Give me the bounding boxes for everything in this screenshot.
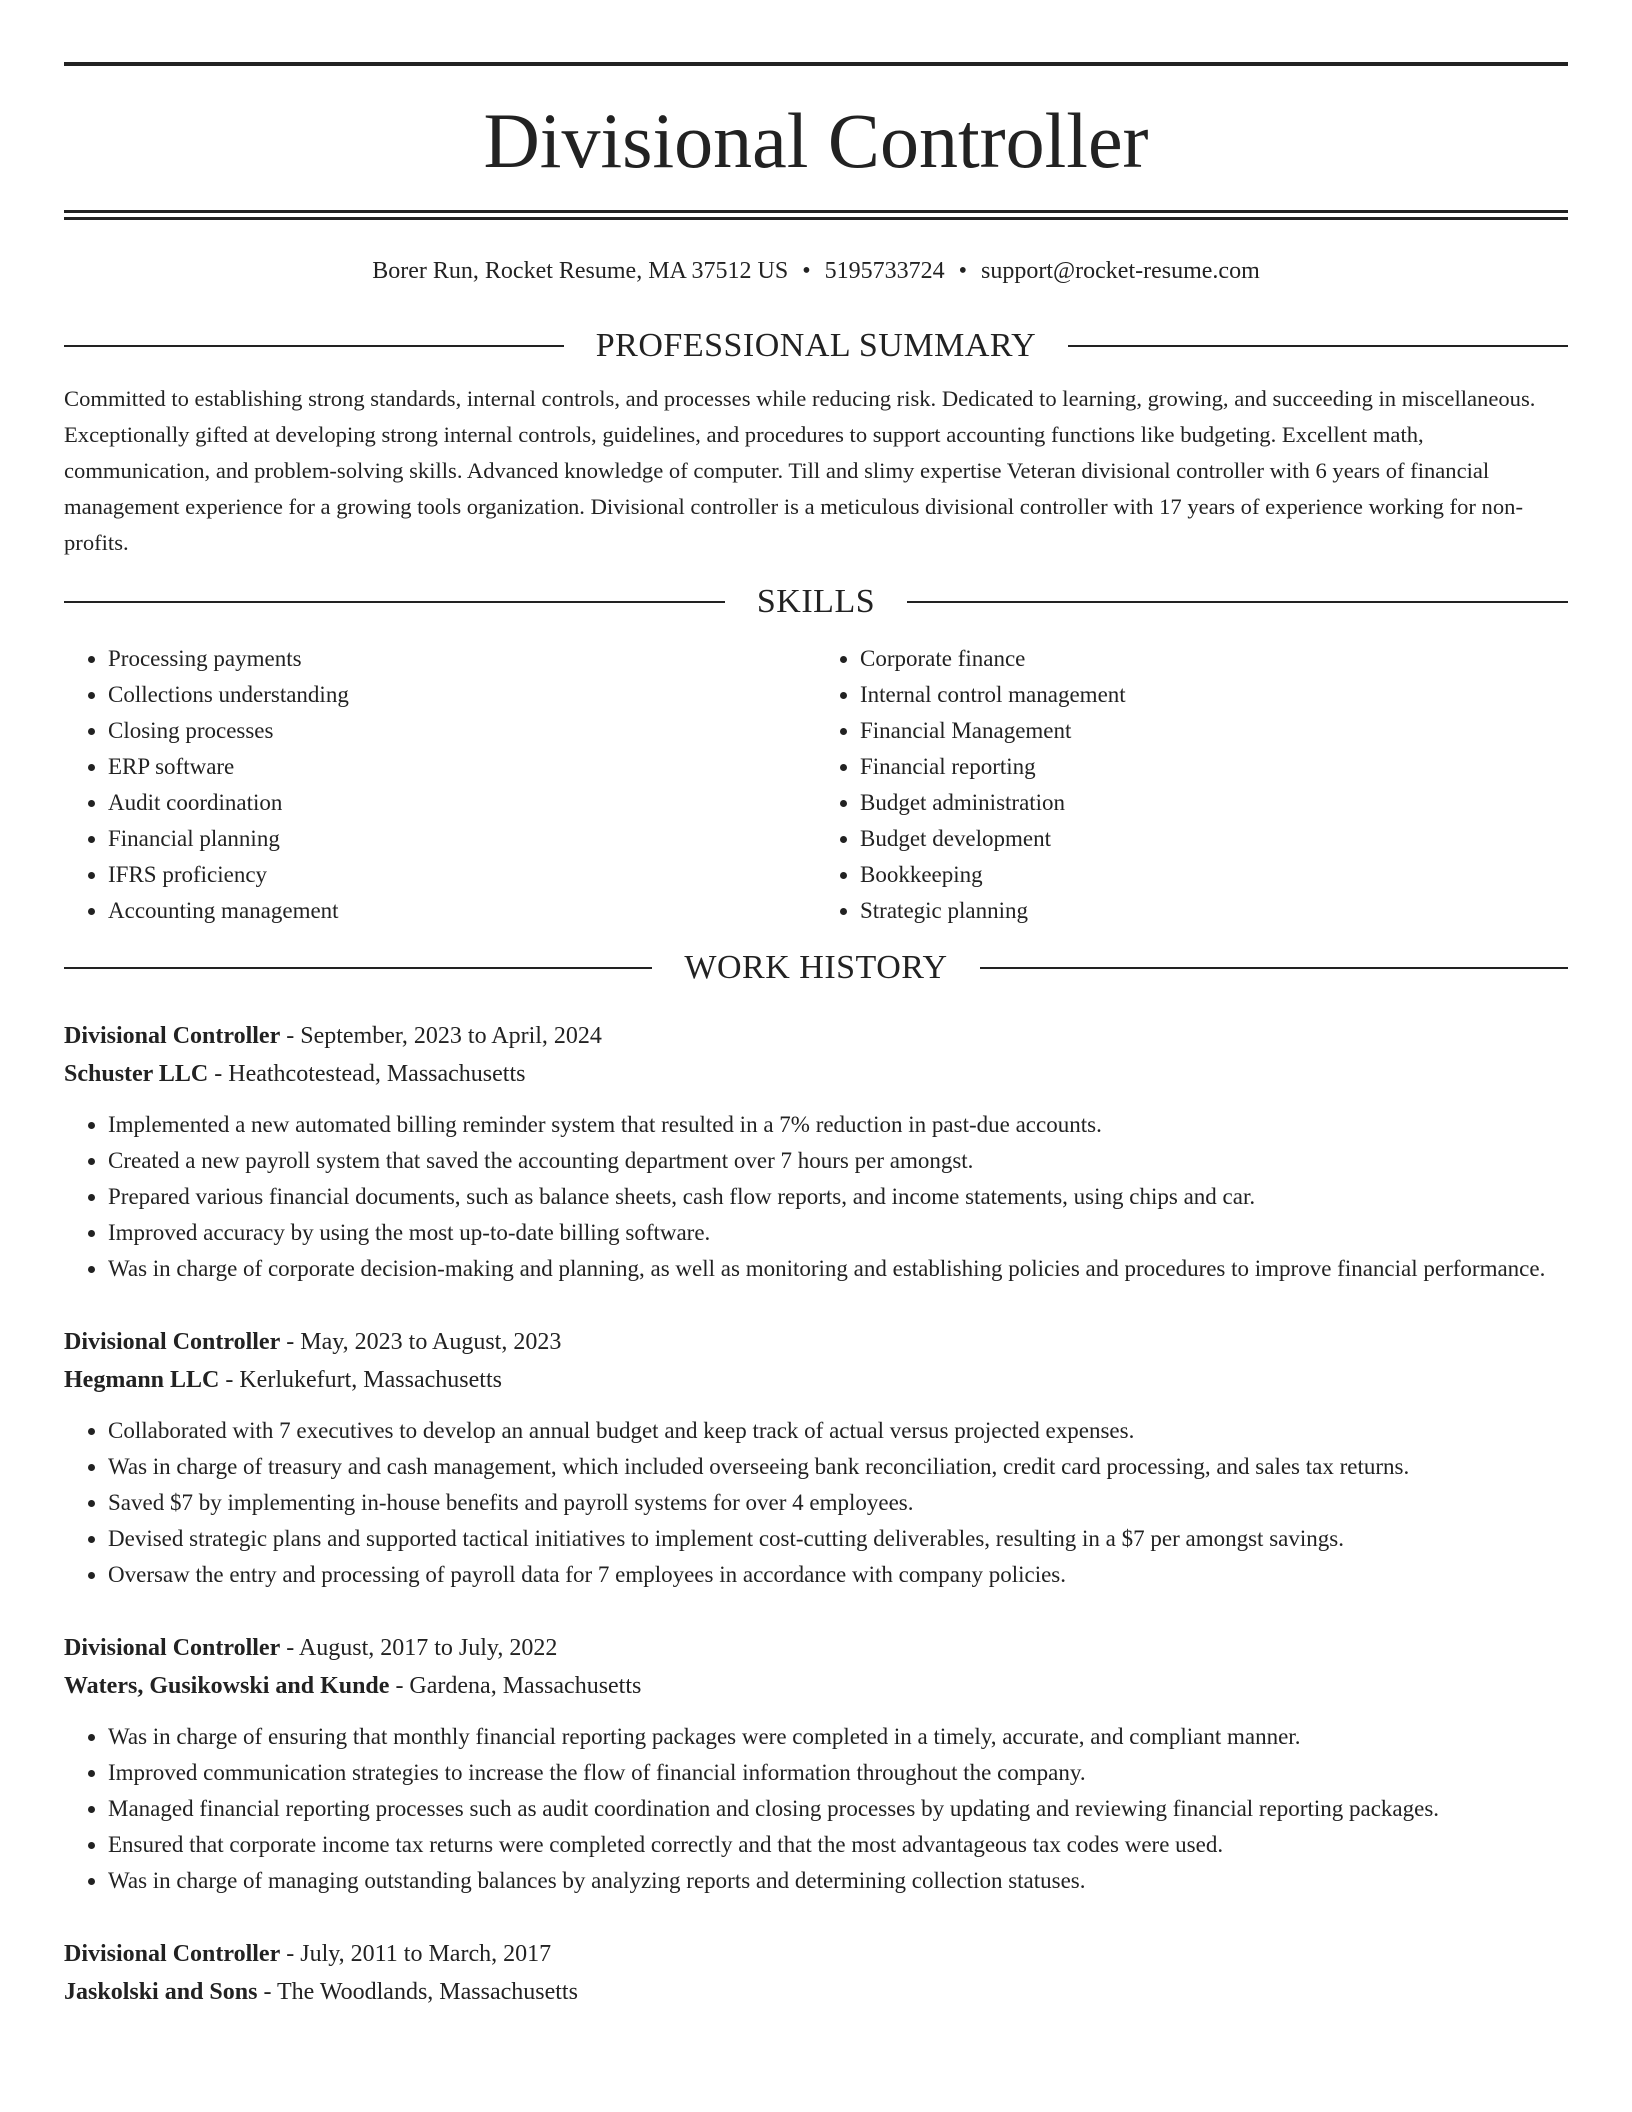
job-bullet: • Improved communication strategies to increase the flow of financial information throughout the company. <box>108 1755 1568 1791</box>
work-history-list <box>64 1017 1568 2011</box>
job-entry <box>64 1017 1568 1287</box>
job-location: - The Woodlands, Massachusetts <box>257 1979 578 2005</box>
job-bullet: • Improved accuracy by using the most up-to-date billing software. <box>108 1215 1568 1251</box>
summary-text: Committed to establishing strong standards, internal controls, and processes while reducing risk. Dedicated to learning, growing, and succeeding in miscellaneous. Exceptionally gifted at developing strong internal controls, guidelines, and procedures to support accounting functions like budgeting. Excellent math, communication, and problem-solving skills. Advanced knowledge of computer. Till and slimy expertise Veteran divisional controller with 6 years of financial management experience for a growing tools organization. Divisional controller is a meticulous divisional controller with 17 years of experience working for non-profits. <box>64 386 1536 555</box>
contact-address: Borer Run, Rocket Resume, MA 37512 US <box>372 258 789 284</box>
skill-item: • Corporate finance <box>860 641 1568 677</box>
contact-email: support@rocket-resume.com <box>981 258 1260 284</box>
section-rule <box>1068 345 1568 347</box>
section-rule <box>64 345 564 347</box>
job-entry <box>64 1629 1568 1899</box>
job-bullet: • Ensured that corporate income tax returns were completed correctly and that the most advantageous tax codes were used. <box>108 1827 1568 1863</box>
job-bullets <box>64 1719 1568 1899</box>
job-company-line <box>64 1973 1568 2011</box>
job-title-line <box>64 1323 1568 1361</box>
skills-list <box>64 641 1568 929</box>
summary-header <box>64 327 1568 365</box>
job-company: Waters, Gusikowski and Kunde <box>64 1673 390 1699</box>
job-role: Divisional Controller <box>64 1023 281 1049</box>
contact-phone: 5195733724 <box>824 258 945 284</box>
job-dates: - July, 2011 to March, 2017 <box>280 1941 552 1967</box>
job-title-line <box>64 1629 1568 1667</box>
skill-item: • Internal control management <box>860 677 1568 713</box>
skill-item: • Budget administration <box>860 785 1568 821</box>
skill-item: • Collections understanding <box>108 677 816 713</box>
job-bullet: • Devised strategic plans and supported tactical initiatives to implement cost-cutting deliverables, resulting in a $7 per amongst savings. <box>108 1521 1568 1557</box>
skill-item: • Processing payments <box>108 641 816 677</box>
skill-item: • Budget development <box>860 821 1568 857</box>
job-dates: - August, 2017 to July, 2022 <box>280 1635 558 1661</box>
skill-item: • Strategic planning <box>860 893 1568 929</box>
job-bullets <box>64 1107 1568 1287</box>
work-title: WORK HISTORY <box>684 949 948 986</box>
skill-item: • Financial planning <box>108 821 816 857</box>
job-bullet: • Prepared various financial documents, such as balance sheets, cash flow reports, and income statements, using chips and car. <box>108 1179 1568 1215</box>
skills-title: SKILLS <box>756 583 876 620</box>
job-role: Divisional Controller <box>64 1941 281 1967</box>
skill-item: • Closing processes <box>108 713 816 749</box>
work-header <box>64 949 1568 987</box>
job-title-line <box>64 1935 1568 1973</box>
skills-header <box>64 583 1568 621</box>
job-company-line <box>64 1667 1568 1705</box>
skill-item: • ERP software <box>108 749 816 785</box>
skill-item: • Audit coordination <box>108 785 816 821</box>
double-rule <box>64 210 1568 220</box>
job-bullet: • Created a new payroll system that saved the accounting department over 7 hours per amongst. <box>108 1143 1568 1179</box>
contact-separator: • <box>958 258 968 284</box>
job-location: - Heathcotestead, Massachusetts <box>208 1061 526 1087</box>
job-title-line <box>64 1017 1568 1055</box>
job-role: Divisional Controller <box>64 1635 281 1661</box>
job-location: - Kerlukefurt, Massachusetts <box>219 1367 502 1393</box>
job-bullet: • Was in charge of corporate decision-making and planning, as well as monitoring and establishing policies and procedures to improve financial performance. <box>108 1251 1568 1287</box>
skill-item: • Financial reporting <box>860 749 1568 785</box>
job-bullet: • Managed financial reporting processes such as audit coordination and closing processes by updating and reviewing financial reporting packages. <box>108 1791 1568 1827</box>
contact-line <box>64 258 1568 285</box>
skill-item: • IFRS proficiency <box>108 857 816 893</box>
job-company: Hegmann LLC <box>64 1367 220 1393</box>
job-bullet: • Oversaw the entry and processing of payroll data for 7 employees in accordance with company policies. <box>108 1557 1568 1593</box>
job-company: Jaskolski and Sons <box>64 1979 258 2005</box>
job-bullets <box>64 1413 1568 1593</box>
resume-name: Divisional Controller <box>483 97 1149 184</box>
job-company: Schuster LLC <box>64 1061 209 1087</box>
job-bullet: • Was in charge of ensuring that monthly financial reporting packages were completed in a timely, accurate, and compliant manner. <box>108 1719 1568 1755</box>
job-bullet: • Was in charge of managing outstanding balances by analyzing reports and determining collection statuses. <box>108 1863 1568 1899</box>
summary-title: PROFESSIONAL SUMMARY <box>595 327 1037 364</box>
job-company-line <box>64 1055 1568 1093</box>
job-company-line <box>64 1361 1568 1399</box>
job-role: Divisional Controller <box>64 1329 281 1355</box>
top-rule <box>64 62 1568 66</box>
job-dates: - May, 2023 to August, 2023 <box>280 1329 562 1355</box>
job-bullet: • Saved $7 by implementing in-house benefits and payroll systems for over 4 employees. <box>108 1485 1568 1521</box>
section-rule <box>907 601 1568 603</box>
section-rule <box>64 967 652 969</box>
job-bullet: • Was in charge of treasury and cash management, which included overseeing bank reconciliation, credit card processing, and sales tax returns. <box>108 1449 1568 1485</box>
contact-separator: • <box>802 258 811 284</box>
job-dates: - September, 2023 to April, 2024 <box>280 1023 602 1049</box>
skill-item: • Accounting management <box>108 893 816 929</box>
skill-item: • Financial Management <box>860 713 1568 749</box>
job-entry <box>64 1935 1568 2011</box>
skills-column-right <box>816 641 1568 929</box>
section-rule <box>980 967 1568 969</box>
skills-column-left <box>64 641 816 929</box>
section-rule <box>64 601 725 603</box>
job-bullet: • Collaborated with 7 executives to develop an annual budget and keep track of actual versus projected expenses. <box>108 1413 1568 1449</box>
job-location: - Gardena, Massachusetts <box>389 1673 642 1699</box>
skill-item: • Bookkeeping <box>860 857 1568 893</box>
job-entry <box>64 1323 1568 1593</box>
job-bullet: • Implemented a new automated billing reminder system that resulted in a 7% reduction in past-due accounts. <box>108 1107 1568 1143</box>
